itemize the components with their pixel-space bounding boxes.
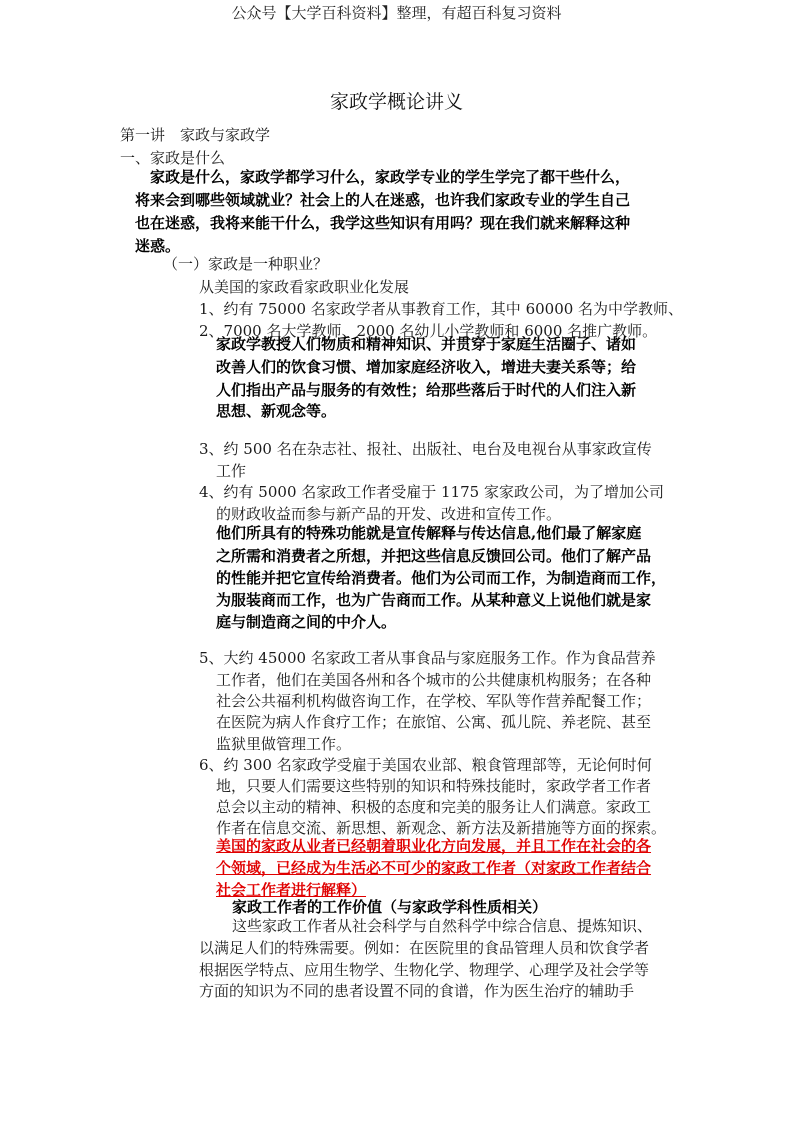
item2-bold-line: 家政学教授人们物质和精神知识、并贯穿于家庭生活圈子、诸如 [216,335,637,353]
highlight-line: 个领域，已经成为生活必不可少的家政工作者（对家政工作者结合 [216,859,652,877]
list-item-6-cont: 作者在信息交流、新思想、新观念、新方法及新措施等方面的探索。 [216,819,667,837]
value-paragraph-line: 根据医学特点、应用生物学、生物化学、物理学、心理学及社会学等 [199,961,650,979]
list-item-4: 4、约有 5000 名家政工作者受雇于 1175 家家政公司，为了增加公司 [199,483,664,501]
intro-line: 迷惑。 [135,237,181,255]
list-item-4-cont: 的财政收益而参与新产品的开发、改进和宣传工作。 [216,505,562,523]
list-item-1: 1、约有 75000 名家政学者从事教育工作，其中 60000 名为中学教师、 [199,300,684,318]
list-item-6-cont: 地，只要人们需要这些特别的知识和特殊技能时，家政学者工作者 [216,777,652,795]
item4-bold-line: 庭与制造商之间的中介人。 [216,613,397,631]
item2-bold-line: 改善人们的饮食习惯、增加家庭经济收入，增进夫妻关系等；给 [216,358,637,376]
item4-bold-line: 的性能并把它宣传给消费者。他们为公司而工作，为制造商而工作， [216,569,667,587]
value-paragraph-line: 这些家政工作者从社会科学与自然科学中综合信息、提炼知识、 [232,917,653,935]
item2-bold-line: 人们指出产品与服务的有效性；给那些落后于时代的人们注入新 [216,381,637,399]
list-item-5-cont: 在医院为病人作食疗工作；在旅馆、公寓、孤儿院、养老院、甚至 [216,713,652,731]
item4-bold-line: 他们所具有的特殊功能就是宣传解释与传达信息,他们最了解家庭 [216,524,642,542]
intro-line: 将来会到哪些领域就业？社会上的人在迷惑，也许我们家政专业的学生自己 [135,191,631,209]
list-item-3: 3、约 500 名在杂志社、报社、出版社、电台及电视台从事家政宣传 [199,440,652,458]
intro-line: 也在迷惑，我将来能干什么，我学这些知识有用吗？现在我们就来解释这种 [135,214,631,232]
subsection-note: 从美国的家政看家政职业化发展 [199,278,410,296]
item4-bold-line: 之所需和消费者之所想，并把这些信息反馈回公司。他们了解产品 [216,547,652,565]
page-header: 公众号【大学百科资料】整理，有超百科复习资料 [231,4,562,22]
value-paragraph-line: 以满足人们的特殊需要。例如：在医院里的食品管理人员和饮食学者 [199,939,650,957]
item4-bold-line: 为服装商而工作，也为广告商而工作。从某种意义上说他们就是家 [216,591,652,609]
item2-bold-line: 思想、新观念等。 [216,402,337,420]
section-heading: 一、家政是什么 [120,149,226,167]
intro-line: 家政是什么，家政学都学习什么，家政学专业的学生学完了都干些什么， [150,168,631,186]
list-item-3-cont: 工作 [216,462,247,480]
lecture-heading: 第一讲 家政与家政学 [120,126,271,144]
list-item-5-cont: 社会公共福利机构做咨询工作，在学校、军队等作营养配餐工作； [216,692,652,710]
list-item-6: 6、约 300 名家政学受雇于美国农业部、粮食管理部等，无论何时何 [199,756,652,774]
value-paragraph-line: 方面的知识为不同的患者设置不同的食谱，作为医生治疗的辅助手 [199,982,635,1000]
highlight-line: 社会工作者进行解释） [216,881,367,899]
subsection-heading: （一）家政是一种职业？ [163,255,329,273]
list-item-5-cont: 监狱里做管理工作。 [216,735,352,753]
list-item-5-cont: 工作者，他们在美国各州和各个城市的公共健康机构服务；在各种 [216,671,652,689]
list-item-5: 5、大约 45000 名家政工者从事食品与家庭服务工作。作为食品营养 [199,649,656,667]
document-title: 家政学概论讲义 [329,91,463,113]
list-item-2: 2、7000 名大学教师、2000 名幼儿小学教师和 6000 名推广教师。 [199,322,658,340]
value-heading: 家政工作者的工作价值（与家政学科性质相关） [232,898,548,916]
highlight-line: 美国的家政从业者已经朝着职业化方向发展，并且工作在社会的各 [216,837,652,855]
list-item-6-cont: 总会以主动的精神、积极的态度和完美的服务让人们满意。家政工 [216,798,652,816]
